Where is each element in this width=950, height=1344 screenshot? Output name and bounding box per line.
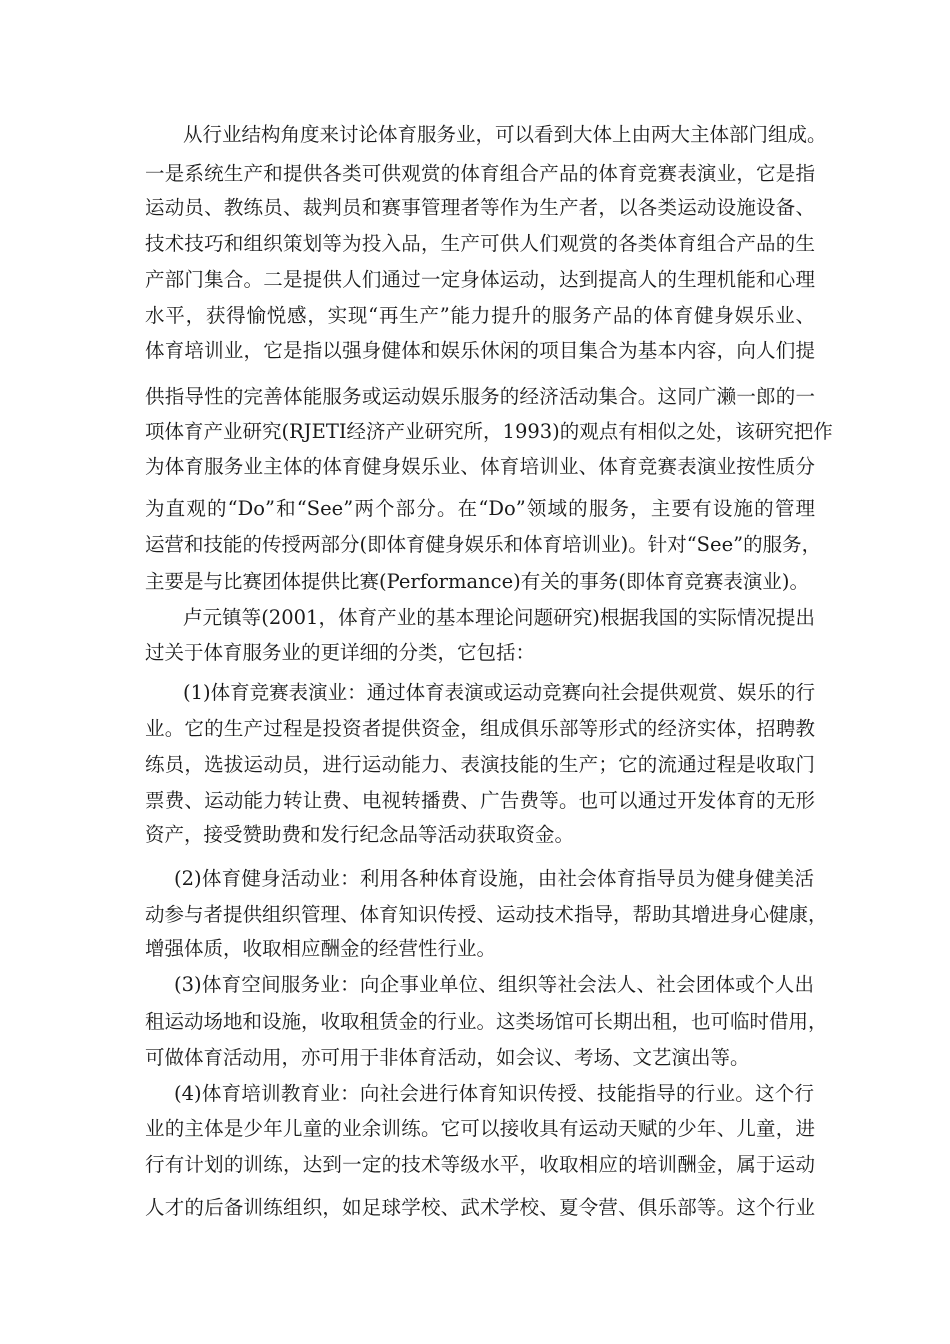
paragraph-1-line-9: 项体育产业研究(RJETI经济产业研究所，1993)的观点有相似之处，该研究把作 [145, 420, 833, 443]
paragraph-1-line-6: 水平，获得愉悦感，实现“再生产”能力提升的服务产品的体育健身娱乐业、 [145, 304, 815, 327]
item-1-line-5: 资产，接受赞助费和发行纪念品等活动获取资金。 [145, 823, 575, 846]
item-4-line-2: 业的主体是少年儿童的业余训练。它可以接收具有运动天赋的少年、儿童，进 [145, 1117, 815, 1140]
item-2-line-3: 增强体质，收取相应酬金的经营性行业。 [145, 937, 497, 960]
item-2-line-1: (2)体育健身活动业：利用各种体育设施，由社会体育指导员为健身健美活 [174, 867, 814, 890]
item-4-line-4: 人才的后备训练组织，如足球学校、武术学校、夏令营、俱乐部等。这个行业 [145, 1196, 815, 1219]
paragraph-1-line-11: 为直观的“Do”和“See”两个部分。在“Do”领域的服务，主要有设施的管理 [145, 497, 815, 520]
paragraph-1-line-8: 供指导性的完善体能服务或运动娱乐服务的经济活动集合。这同广濑一郎的一 [145, 385, 815, 408]
paragraph-1-line-2: 一是系统生产和提供各类可供观赏的体育组合产品的体育竞赛表演业，它是指 [145, 162, 815, 185]
item-4-line-3: 行有计划的训练，达到一定的技术等级水平，收取相应的培训酬金，属于运动 [145, 1153, 815, 1176]
item-3-line-3: 可做体育活动用，亦可用于非体育活动，如会议、考场、文艺演出等。 [145, 1046, 750, 1069]
paragraph-1-line-5: 产部门集合。二是提供人们通过一定身体运动，达到提高人的生理机能和心理 [145, 268, 815, 291]
item-3-line-1: (3)体育空间服务业：向企事业单位、组织等社会法人、社会团体或个人出 [174, 973, 814, 996]
item-4-line-1: (4)体育培训教育业：向社会进行体育知识传授、技能指导的行业。这个行 [174, 1082, 814, 1105]
paragraph-1-line-10: 为体育服务业主体的体育健身娱乐业、体育培训业、体育竞赛表演业按性质分 [145, 455, 815, 478]
item-1-line-1: (1)体育竞赛表演业：通过体育表演或运动竞赛向社会提供观赏、娱乐的行 [183, 681, 816, 704]
item-2-line-2: 动参与者提供组织管理、体育知识传授、运动技术指导，帮助其增进身心健康， [145, 903, 828, 926]
paragraph-2-line-1: 卢元镇等(2001，体育产业的基本理论问题研究)根据我国的实际情况提出 [183, 606, 815, 629]
item-1-line-4: 票费、运动能力转让费、电视转播费、广告费等。也可以通过开发体育的无形 [145, 789, 815, 812]
paragraph-1-line-1: 从行业结构角度来讨论体育服务业，可以看到大体上由两大主体部门组成。 [183, 123, 827, 146]
paragraph-1-line-13: 主要是与比赛团体提供比赛(Performance)有关的事务(即体育竞赛表演业)。 [145, 570, 809, 593]
paragraph-1-line-3: 运动员、教练员、裁判员和赛事管理者等作为生产者，以各类运动设施设备、 [145, 196, 815, 219]
paragraph-2-line-2: 过关于体育服务业的更详细的分类，它包括： [145, 641, 536, 664]
item-3-line-2: 租运动场地和设施，收取租赁金的行业。这类场馆可长期出租，也可临时借用， [145, 1010, 828, 1033]
paragraph-1-line-4: 技术技巧和组织策划等为投入品，生产可供人们观赏的各类体育组合产品的生 [145, 232, 815, 255]
item-1-line-2: 业。它的生产过程是投资者提供资金，组成俱乐部等形式的经济实体，招聘教 [145, 717, 815, 740]
paragraph-1-line-12: 运营和技能的传授两部分(即体育健身娱乐和体育培训业)。针对“See”的服务， [145, 533, 822, 556]
item-1-line-3: 练员，选拔运动员，进行运动能力、表演技能的生产；它的流通过程是收取门 [145, 753, 815, 776]
paragraph-1-line-7: 体育培训业，它是指以强身健体和娱乐休闲的项目集合为基本内容，向人们提 [145, 339, 815, 362]
